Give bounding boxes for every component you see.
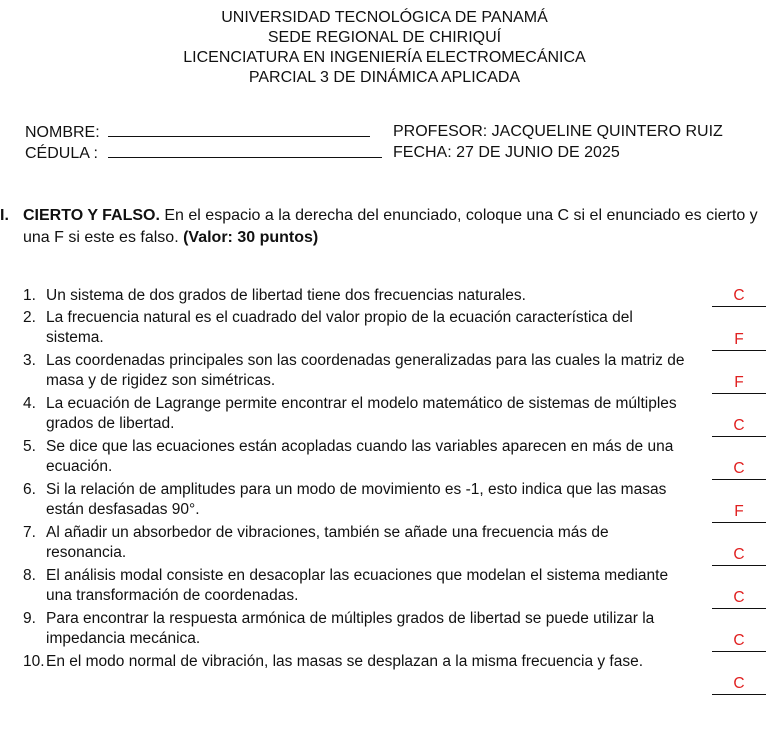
answer-field[interactable]: C — [712, 588, 766, 609]
degree-name: LICENCIATURA EN INGENIERÍA ELECTROMECÁNICA — [183, 49, 586, 66]
name-row — [25, 122, 370, 143]
section-title: CIERTO Y FALSO. — [23, 207, 160, 224]
question-number: 4. — [23, 395, 36, 412]
question-text: El análisis modal consiste en desacoplar las ecuaciones que modelan el sistema mediante una transformación de coordenadas. — [46, 567, 669, 604]
question-number: 2. — [23, 309, 36, 326]
id-row — [25, 143, 382, 164]
question-number: 8. — [23, 567, 36, 584]
question-text: Al añadir un absorbedor de vibraciones, también se añade una frecuencia más de resonancia. — [46, 524, 609, 561]
question-number: 1. — [23, 287, 36, 304]
question-number: 9. — [23, 610, 36, 627]
answer-field[interactable]: C — [712, 631, 766, 652]
question-text: La ecuación de Lagrange permite encontrar el modelo matemático de sistemas de múltiples grados de libertad. — [46, 395, 677, 432]
id-label: CÉDULA : — [25, 145, 98, 162]
answer-field[interactable]: F — [712, 502, 766, 523]
exam-header — [0, 8, 769, 88]
answer-field[interactable]: C — [712, 674, 766, 695]
section-instructions — [23, 205, 768, 249]
question-number: 7. — [23, 524, 36, 541]
question-text: Si la relación de amplitudes para un modo de movimiento es -1, esto indica que las masas están desfasadas 90°. — [46, 481, 667, 518]
answer-field[interactable]: C — [712, 416, 766, 437]
question-text: La frecuencia natural es el cuadrado del valor propio de la ecuación característica del sistema. — [46, 309, 633, 346]
campus-name: SEDE REGIONAL DE CHIRIQUÍ — [267, 29, 502, 46]
question-text: En el modo normal de vibración, las masas se desplazan a la misma frecuencia y fase. — [46, 653, 644, 670]
exam-title: PARCIAL 3 DE DINÁMICA APLICADA — [248, 69, 521, 86]
question-text: Las coordenadas principales son las coordenadas generalizadas para las cuales la matriz de masa y de rigidez son simétricas. — [46, 352, 685, 389]
question-text: Se dice que las ecuaciones están acopladas cuando las variables aparecen en más de una ecuación. — [46, 438, 674, 475]
answer-field[interactable]: C — [712, 459, 766, 480]
id-blank[interactable] — [108, 143, 382, 158]
section-description: En el espacio a la derecha del enunciado, coloque una C si el enunciado es cierto y una F si este es falso. — [23, 207, 758, 246]
answer-field[interactable]: C — [712, 545, 766, 566]
question-number: 10. — [23, 653, 45, 670]
university-name: UNIVERSIDAD TECNOLÓGICA DE PANAMÁ — [221, 9, 548, 26]
answer-field[interactable]: F — [712, 373, 766, 394]
question-number: 3. — [23, 352, 36, 369]
question-number: 5. — [23, 438, 36, 455]
question-text: Un sistema de dos grados de libertad tiene dos frecuencias naturales. — [46, 287, 526, 304]
date-text: FECHA: 27 DE JUNIO DE 2025 — [393, 144, 620, 161]
section-number: I. — [0, 207, 9, 224]
section-value: (Valor: 30 puntos) — [183, 229, 319, 246]
answer-field[interactable]: C — [712, 286, 766, 307]
name-label: NOMBRE: — [25, 124, 100, 141]
answer-field[interactable]: F — [712, 330, 766, 351]
professor-text: PROFESOR: JACQUELINE QUINTERO RUIZ — [393, 123, 723, 140]
name-blank[interactable] — [108, 122, 370, 137]
question-text: Para encontrar la respuesta armónica de múltiples grados de libertad se puede utilizar la impedancia mecánica. — [46, 610, 655, 647]
question-number: 6. — [23, 481, 36, 498]
